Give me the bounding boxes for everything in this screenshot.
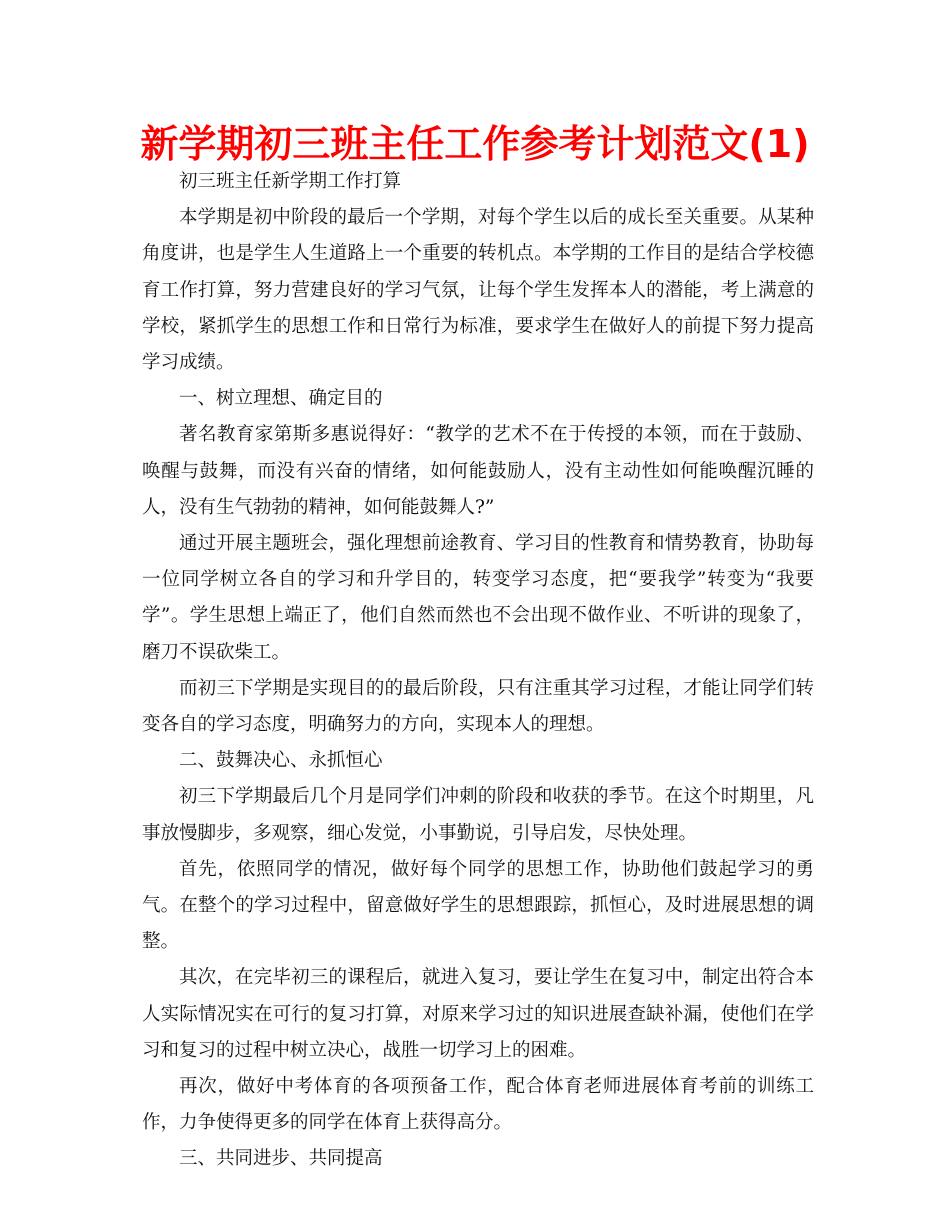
body-paragraph: 本学期是初中阶段的最后一个学期，对每个学生以后的成长至关重要。从某种角度讲，也是学生人生道路上一个重要的转机点。本学期的工作目的是结合学校德育工作打算，努力营建良好的学习气氛，让每个学生发挥本人的潜能，考上满意的学校，紧抓学生的思想工作和日常行为标准，要求学生在做好人的前提下努力提高学习成绩。	[142, 207, 814, 374]
section-heading: 二、鼓舞决心、永抓恒心	[179, 750, 383, 772]
document-title: 新学期初三班主任工作参考计划范文(1)	[140, 122, 810, 166]
section-heading: 一、树立理想、确定目的	[179, 388, 383, 410]
body-paragraph: 而初三下学期是实现目的的最后阶段，只有注重其学习过程，才能让同学们转变各自的学习态度，明确努力的方向，实现本人的理想。	[142, 677, 814, 736]
body-paragraph: 再次，做好中考体育的各项预备工作，配合体育老师进展体育考前的训练工作，力争使得更多的同学在体育上获得高分。	[142, 1076, 814, 1134]
body-paragraph: 著名教育家第斯多惠说得好：“教学的艺术不在于传授的本领，而在于鼓励、唤醒与鼓舞，而没有兴奋的情绪，如何能鼓励人，没有主动性如何能唤醒沉睡的人，没有生气勃勃的精神，如何能鼓舞人?”	[142, 424, 814, 518]
section-heading: 三、共同进步、共同提高	[179, 1148, 383, 1170]
subtitle-paragraph: 初三班主任新学期工作打算	[179, 171, 402, 192]
body-paragraph: 其次，在完毕初三的课程后，就进入复习，要让学生在复习中，制定出符合本人实际情况实在可行的复习打算，对原来学习过的知识进展查缺补漏，使他们在学习和复习的过程中树立决心，战胜一切学习上的困难。	[142, 967, 814, 1061]
body-paragraph: 初三下学期最后几个月是同学们冲刺的阶段和收获的季节。在这个时期里，凡事放慢脚步，多观察，细心发觉，小事勤说，引导启发，尽快处理。	[142, 786, 814, 844]
body-paragraph: 通过开展主题班会，强化理想前途教育、学习目的性教育和情势教育，协助每一位同学树立各自的学习和升学目的，转变学习态度，把“要我学”转变为“我要学”。学生思想上端正了，他们自然而然也不会出现不做作业、不听讲的现象了，磨刀不误砍柴工。	[142, 533, 814, 663]
document-body	[142, 164, 814, 1178]
body-paragraph: 首先，依照同学的情况，做好每个同学的思想工作，协助他们鼓起学习的勇气。在整个的学习过程中，留意做好学生的思想跟踪，抓恒心，及时进展思想的调整。	[142, 858, 814, 953]
